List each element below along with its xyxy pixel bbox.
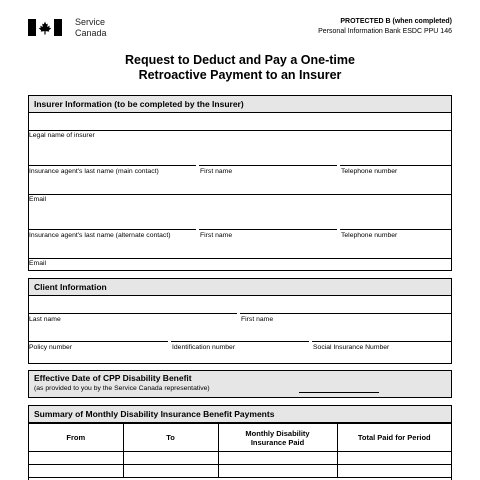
policy-number-field[interactable] xyxy=(29,341,168,342)
agent-alt-telephone-label: Telephone number xyxy=(341,232,398,239)
first-name-label: First name xyxy=(241,316,274,323)
legal-name-label: Legal name of insurer xyxy=(29,132,95,139)
total-cell[interactable] xyxy=(337,452,451,465)
page-title xyxy=(0,53,480,83)
agency-line-2: Canada xyxy=(75,28,107,38)
identification-number-label: Identification number xyxy=(172,344,236,351)
agent-main-telephone-field[interactable] xyxy=(340,165,451,166)
agent-main-first-name-label: First name xyxy=(200,168,233,175)
to-cell[interactable] xyxy=(123,452,218,465)
summary-table xyxy=(29,423,451,478)
email-alt-label: Email xyxy=(29,260,46,267)
agent-alt-first-name-field[interactable] xyxy=(199,229,337,230)
summary-header-row xyxy=(29,424,451,452)
first-name-field[interactable] xyxy=(240,313,451,314)
agent-alt-telephone-field[interactable] xyxy=(340,229,451,230)
agent-main-telephone-label: Telephone number xyxy=(341,168,398,175)
effective-date-heading: Effective Date of CPP Disability Benefit xyxy=(34,373,192,383)
policy-number-label: Policy number xyxy=(29,344,73,351)
client-section xyxy=(28,278,452,364)
canada-flag-icon xyxy=(28,19,62,36)
email-main-label: Email xyxy=(29,196,46,203)
sin-field[interactable] xyxy=(312,341,451,342)
table-row xyxy=(29,452,451,465)
col-paid-header xyxy=(218,424,337,452)
client-fields xyxy=(29,296,451,363)
col-to-header: To xyxy=(123,424,218,452)
insurer-heading: Insurer Information (to be completed by the Insurer) xyxy=(29,96,451,113)
agent-alt-row xyxy=(29,195,451,259)
col-total-header: Total Paid for Period xyxy=(337,424,451,452)
client-heading: Client Information xyxy=(29,279,451,296)
legal-name-field[interactable] xyxy=(29,113,451,131)
col-paid-line-2: Insurance Paid xyxy=(250,437,305,447)
protected-notice xyxy=(318,17,452,37)
info-bank-label: Personal Information Bank ESDC PPU 146 xyxy=(318,28,452,35)
from-cell[interactable] xyxy=(29,465,123,478)
agency-name xyxy=(75,17,107,39)
from-cell[interactable] xyxy=(29,452,123,465)
agent-alt-first-name-label: First name xyxy=(200,232,233,239)
identification-number-field[interactable] xyxy=(171,341,309,342)
paid-cell[interactable] xyxy=(218,465,337,478)
paid-cell[interactable] xyxy=(218,452,337,465)
effective-date-field[interactable] xyxy=(299,392,379,393)
summary-heading: Summary of Monthly Disability Insurance Benefit Payments xyxy=(29,406,451,423)
col-from-header: From xyxy=(29,424,123,452)
effective-date-section xyxy=(28,370,452,398)
agency-line-1: Service xyxy=(75,17,106,27)
col-paid-line-1: Monthly Disability xyxy=(245,428,310,438)
protected-label: PROTECTED B (when completed) xyxy=(340,18,452,25)
page-header xyxy=(28,16,452,42)
agent-main-last-name-field[interactable] xyxy=(29,165,196,166)
table-row xyxy=(29,465,451,478)
email-alt-row[interactable] xyxy=(29,259,451,270)
insurer-section xyxy=(28,95,452,271)
agent-main-first-name-field[interactable] xyxy=(199,165,337,166)
title-line-2: Retroactive Payment to an Insurer xyxy=(138,68,342,82)
agent-alt-last-name-label: Insurance agent's last name (alternate contact) xyxy=(29,232,171,239)
summary-section xyxy=(28,405,452,480)
effective-date-note: (as provided to you by the Service Canada representative) xyxy=(34,385,210,392)
last-name-field[interactable] xyxy=(29,313,237,314)
total-cell[interactable] xyxy=(337,465,451,478)
agent-main-row xyxy=(29,131,451,195)
last-name-label: Last name xyxy=(29,316,61,323)
agent-main-last-name-label: Insurance agent's last name (main contact) xyxy=(29,168,159,175)
to-cell[interactable] xyxy=(123,465,218,478)
title-line-1: Request to Deduct and Pay a One-time xyxy=(125,53,355,67)
sin-label: Social Insurance Number xyxy=(313,344,390,351)
agent-alt-last-name-field[interactable] xyxy=(29,229,196,230)
